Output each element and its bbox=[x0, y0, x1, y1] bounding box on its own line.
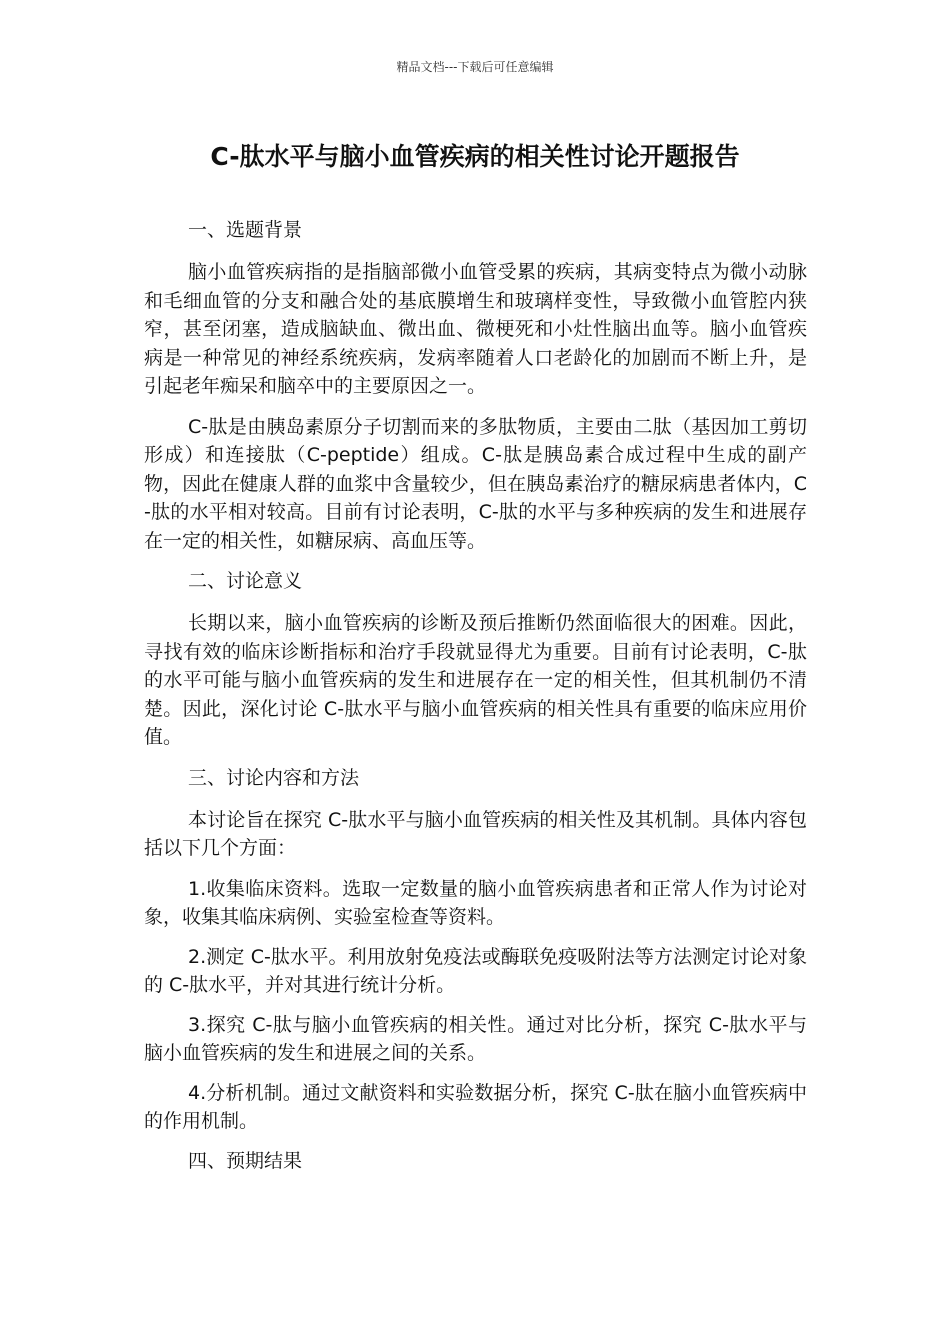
list-item-collect-data: 1.收集临床资料。选取一定数量的脑小血管疾病患者和正常人作为讨论对象，收集其临床病例、实验室检查等资料。 bbox=[144, 877, 807, 928]
section-heading-background: 一、选题背景 bbox=[188, 219, 303, 241]
section-heading-expected-results: 四、预期结果 bbox=[188, 1149, 303, 1172]
header-watermark: 精品文档---下载后可任意编辑 bbox=[396, 60, 554, 74]
section-heading-significance: 二、讨论意义 bbox=[188, 570, 303, 592]
section-heading-methods: 三、讨论内容和方法 bbox=[188, 766, 360, 789]
list-item-explore-correlation: 3.探究 C-肽与脑小血管疾病的相关性。通过对比分析，探究 C-肽水平与脑小血管疾病的发生和进展之间的关系。 bbox=[144, 1013, 807, 1064]
list-item-measure-cpeptide: 2.测定 C-肽水平。利用放射免疫法或酶联免疫吸附法等方法测定讨论对象的 C-肽水平，并对其进行统计分析。 bbox=[144, 945, 807, 996]
document-body bbox=[144, 216, 807, 1189]
paragraph-significance: 长期以来，脑小血管疾病的诊断及预后推断仍然面临很大的困难。因此，寻找有效的临床诊断指标和治疗手段就显得尤为重要。目前有讨论表明，C-肽的水平可能与脑小血管疾病的发生和进展存在一定的相关性，但其机制仍不清楚。因此，深化讨论 C-肽水平与脑小血管疾病的相关性具有重要的临床应用价值。 bbox=[144, 612, 807, 748]
list-item-analyze-mechanism: 4.分析机制。通过文献资料和实验数据分析，探究 C-肽在脑小血管疾病中的作用机制。 bbox=[144, 1081, 807, 1132]
paragraph-methods-intro: 本讨论旨在探究 C-肽水平与脑小血管疾病的相关性及其机制。具体内容包括以下几个方面： bbox=[144, 808, 807, 859]
paragraph-background-2: C-肽是由胰岛素原分子切割而来的多肽物质，主要由二肽（基因加工剪切形成）和连接肽（C-peptide）组成。C-肽是胰岛素合成过程中生成的副产物，因此在健康人群的血浆中含量较少，但在胰岛素治疗的糖尿病患者体内，C-肽的水平相对较高。目前有讨论表明，C-肽的水平与多种疾病的发生和进展存在一定的相关性，如糖尿病、高血压等。 bbox=[144, 415, 807, 552]
paragraph-background-1: 脑小血管疾病指的是指脑部微小血管受累的疾病，其病变特点为微小动脉和毛细血管的分支和融合处的基底膜增生和玻璃样变性，导致微小血管腔内狭窄，甚至闭塞，造成脑缺血、微出血、微梗死和小灶性脑出血等。脑小血管疾病是一种常见的神经系统疾病，发病率随着人口老龄化的加剧而不断上升，是引起老年痴呆和脑卒中的主要原因之一。 bbox=[144, 261, 807, 397]
document-title: C-肽水平与脑小血管疾病的相关性讨论开题报告 bbox=[210, 142, 740, 171]
